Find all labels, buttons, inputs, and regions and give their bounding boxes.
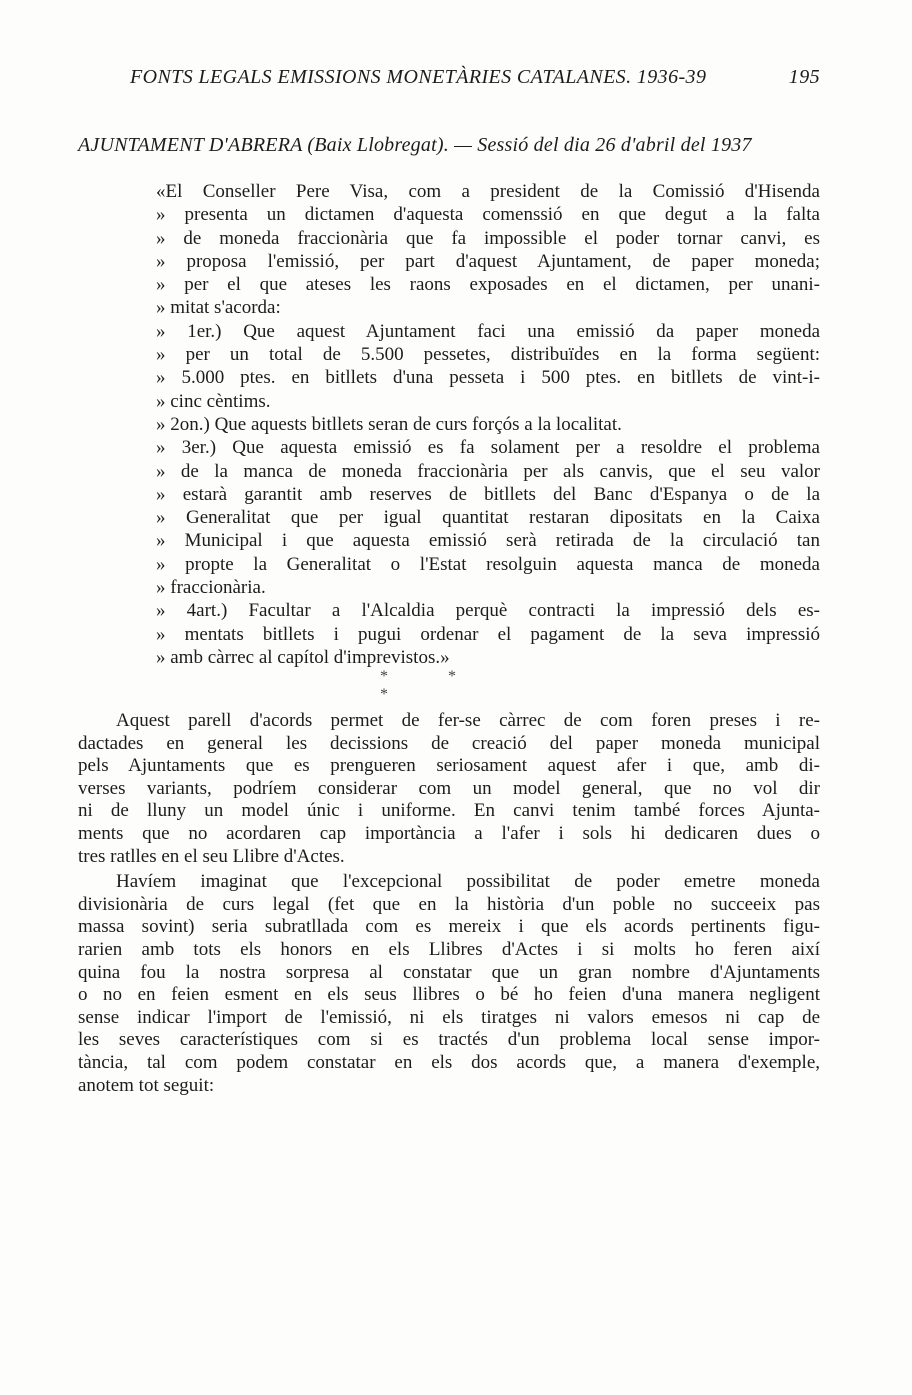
text-line: » per el que ateses les raons exposades en el dictamen, per unani- — [156, 274, 820, 296]
text-line: «El Conseller Pere Visa, com a president de la Comissió d'Hisenda — [156, 181, 820, 202]
text-line: » amb càrrec al capítol d'imprevistos.» — [156, 646, 450, 668]
text-line: » 3er.) Que aquesta emissió es fa solament per a resoldre el problema — [156, 437, 820, 459]
text-line: » 2on.) Que aquests bitllets seran de curs forçós a la localitat. — [156, 413, 622, 435]
text-line: anotem tot seguit: — [78, 1074, 215, 1096]
text-line: » Municipal i que aquesta emissió serà retirada de la circulació tan — [156, 530, 820, 552]
running-header-title: FONTS LEGALS EMISSIONS MONETÀRIES CATALANES. 1936-39 — [130, 66, 707, 88]
text-line: » 1er.) Que aquest Ajuntament faci una emissió da paper moneda — [156, 320, 820, 342]
text-line: ments que no acordaren cap importància a l'afer i sols hi dedicaren dues o — [78, 822, 820, 844]
text-line: o no en feien esment en els seus llibres o bé ho feien d'una manera negligent — [78, 984, 820, 1006]
text-line: » presenta un dictamen d'aquesta comenssió en que degut a la falta — [156, 204, 820, 226]
body-text — [78, 710, 820, 1097]
text-line: » cinc cèntims. — [156, 390, 271, 412]
text-line: » proposa l'emissió, per part d'aquest Ajuntament, de paper moneda; — [156, 250, 820, 272]
text-line: sense indicar l'import de l'emissió, ni els tiratges ni valors emesos ni cap de — [78, 1006, 820, 1028]
text-line: quina fou la nostra sorpresa al constatar que un gran nombre d'Ajuntaments — [78, 961, 820, 983]
text-line: » de moneda fraccionària que fa impossible el poder tornar canvi, es — [156, 227, 820, 249]
text-line: dactades en general les decissions de creació del paper moneda municipal — [78, 732, 820, 754]
text-line: » mitat s'acorda: — [156, 297, 281, 319]
text-line: pels Ajuntaments que es prengueren seriosament aquest afer i que, amb di- — [78, 755, 820, 777]
running-header — [130, 66, 820, 89]
text-line: tres ratlles en el seu Llibre d'Actes. — [78, 845, 345, 867]
section-heading: AJUNTAMENT D'ABRERA (Baix Llobregat). — Sessió del dia 26 d'abril del 1937 — [78, 134, 752, 156]
text-line: les seves característiques com si es tractés d'un problema local sense impor- — [78, 1029, 820, 1051]
page-number: 195 — [788, 66, 820, 88]
text-line: rarien amb tots els honors en els Llibres d'Actes i si molts ho feren així — [78, 938, 820, 960]
text-line: » mentats bitllets i pugui ordenar el pagament de la seva impressió — [156, 623, 820, 645]
text-line: Havíem imaginat que l'excepcional possibilitat de poder emetre moneda — [116, 871, 820, 893]
quoted-minutes — [156, 180, 820, 669]
section-separator: * * * — [380, 668, 484, 703]
text-line: Aquest parell d'acords permet de fer-se càrrec de com foren preses i re- — [116, 710, 820, 731]
text-line: » per un total de 5.500 pessetes, distribuïdes en la forma següent: — [156, 344, 820, 366]
text-line: » propte la Generalitat o l'Estat resolguin aquesta manca de moneda — [156, 553, 820, 575]
text-line: » fraccionària. — [156, 577, 266, 599]
text-line: ni de lluny un model únic i uniforme. En canvi tenim també forces Ajunta- — [78, 800, 820, 822]
text-line: » Generalitat que per igual quantitat restaran dipositats en la Caixa — [156, 507, 820, 529]
text-line: verses variants, podríem considerar com un model general, que no vol dir — [78, 777, 820, 799]
text-line: » estarà garantit amb reserves de bitllets del Banc d'Espanya o de la — [156, 483, 820, 505]
text-line: tància, tal com podem constatar en els dos acords que, a manera d'exemple, — [78, 1051, 820, 1073]
text-line: » 4art.) Facultar a l'Alcaldia perquè contracti la impressió dels es- — [156, 600, 820, 622]
text-line: » 5.000 ptes. en bitllets d'una pesseta i 500 ptes. en bitllets de vint-i- — [156, 367, 820, 389]
text-line: » de la manca de moneda fraccionària per als canvis, que el seu valor — [156, 460, 820, 482]
paragraph-2 — [78, 871, 820, 1097]
text-line: massa sovint) seria subratllada com es mereix i que els acords pertinents figu- — [78, 916, 820, 938]
text-line: divisionària de curs legal (fet que en la història d'un poble no succeeix pas — [78, 893, 820, 915]
paragraph-1 — [78, 710, 820, 868]
